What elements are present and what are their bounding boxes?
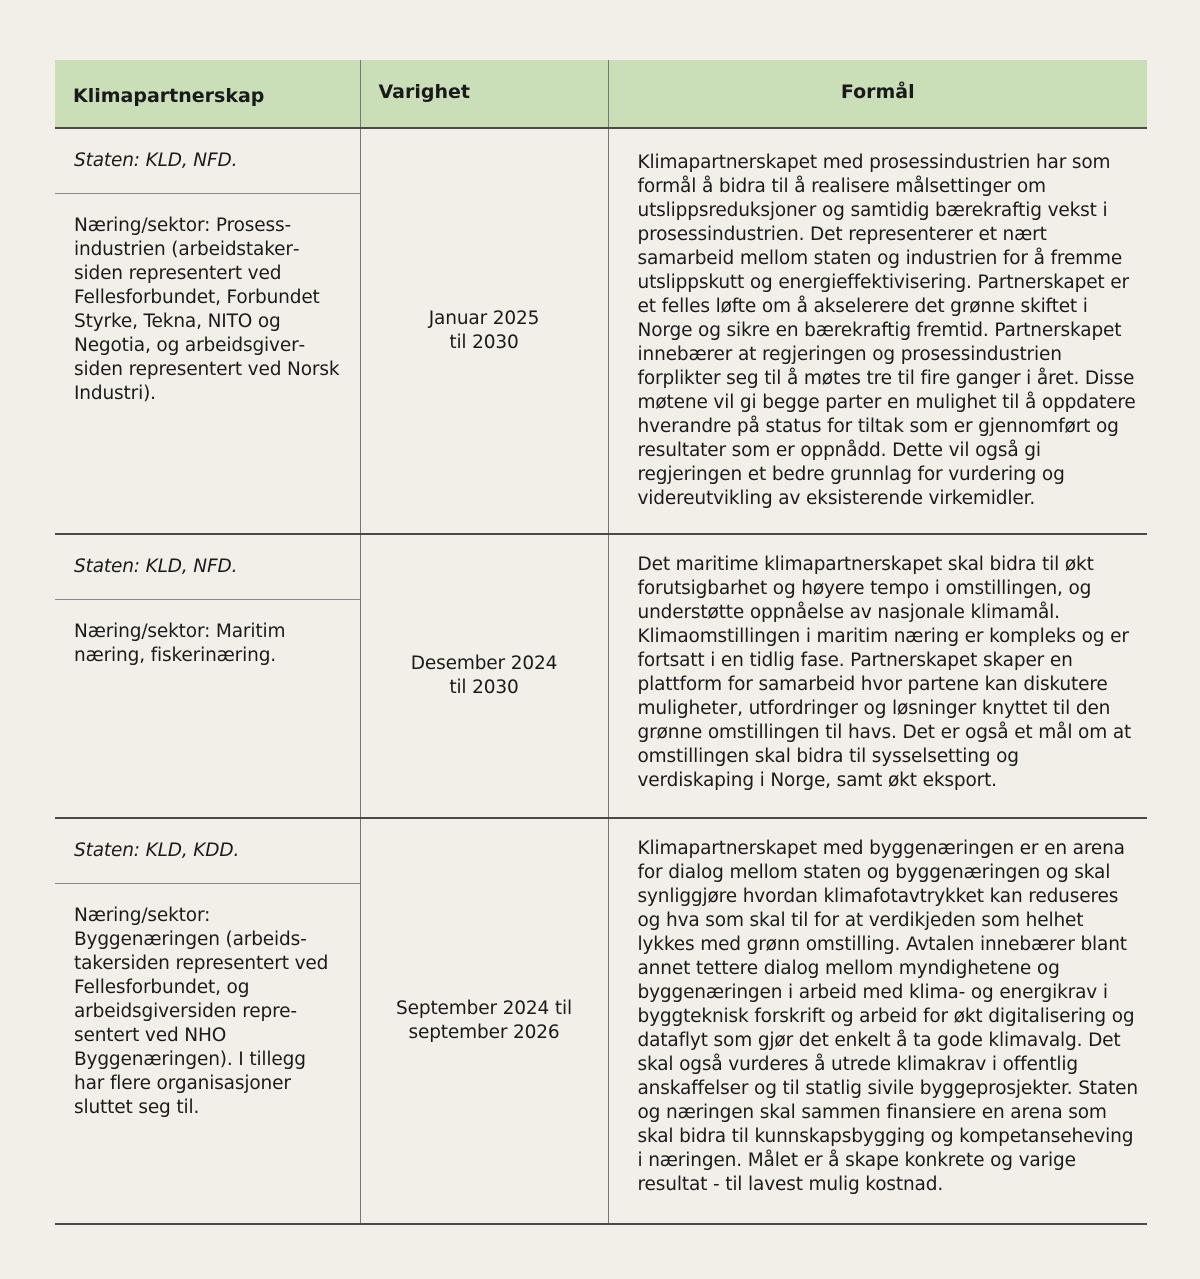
sector-parties: Næring/sektor: Byggenæringen (arbeidstakersiden representert ved Fellesforbundet, og arbeidsgiversiden representert ved NHO Byggenæringen). I tillegg har flere organisasjoner sluttet seg til. [74,905,329,1118]
purpose-cell [608,534,1147,818]
table-row-construction [55,818,1147,1224]
purpose-text: Klimapartnerskapet med byggenæringen er en arena for dialog mellom staten og byggenæringen og skal synliggjøre hvordan klimafotavtrykket kan reduseres og hva som skal til for at verdikjeden som helhet lykkes med grønn omstilling. Avtalen innebærer blant annet tettere dialog mellom myndighetene og byggenæringen i arbeid med klima- og energikrav i byggteknisk forskrift og arbeid for økt digitalisering og dataflyt som gjør det enkelt å ta gode klimavalg. Det skal også vurderes å utrede klimakrav i offentlig anskaffelser og til statlig sivile byggeprosjekter. Staten og næringen skal sammen finansiere en arena som skal bidra til kunnskapsbygging og kompetanseheving i næringen. Målet er å skape konkrete og varige resultat - til lavest mulig kostnad. [637,838,1138,1195]
duration-cell [360,818,608,1224]
duration-start: September 2024 til [396,998,572,1019]
table-row-process-industry [55,128,1147,534]
purpose-text: Det maritime klimapartnerskapet skal bidra til økt forutsigbarhet og høyere tempo i omstillingen, og understøtte oppnåelse av nasjonale klimamål. Klimaomstillingen i maritim næring er kompleks og er fortsatt i en tidlig fase. Partnerskapet skaper en plattform for samarbeid hvor partene kan diskutere muligheter, utfordringer og løsninger knyttet til den grønne omstillingen til havs. Det er også et mål om at omstillingen skal bidra til sysselsetting og verdiskaping i Norge, samt økt eksport. [637,554,1132,791]
state-parties: Staten: KLD, NFD. [55,129,360,194]
climate-partnership-table-container [55,60,1147,1225]
header-purpose: Formål [608,60,1147,128]
duration-start: Desember 2024 [410,653,558,674]
header-partnership: Klimapartnerskap [55,60,360,128]
purpose-cell [608,128,1147,534]
state-parties: Staten: KLD, KDD. [55,819,360,884]
climate-partnership-table [55,60,1147,1225]
table-header-row [55,60,1147,128]
duration-cell [360,534,608,818]
table-row-maritime [55,534,1147,818]
purpose-cell [608,818,1147,1224]
sector-parties: Næring/sektor: Prosessindustrien (arbeidstakersiden representert ved Fellesforbundet, Forbundet Styrke, Tekna, NITO og Negotia, og arbeidsgiversiden representert ved Norsk Industri). [74,215,340,404]
partnership-cell [55,818,360,1224]
duration-cell [360,128,608,534]
header-duration: Varighet [360,60,608,128]
duration-end: til 2030 [449,332,519,353]
duration-end: til 2030 [449,677,519,698]
partnership-cell [55,534,360,818]
sector-parties: Næring/sektor: Maritim næring, fiskerinæring. [74,621,286,666]
purpose-text: Klimapartnerskapet med prosessindustrien har som formål å bidra til å realisere målsettinger om utslippsreduksjoner og samtidig bærekraftig vekst i prosessindustrien. Det representerer et nært samarbeid mellom staten og industrien for å fremme utslippskutt og energieffektivisering. Partnerskapet er et felles løfte om å akselerere det grønne skiftet i Norge og sikre en bærekraftig fremtid. Partnerskapet innebærer at regjeringen og prosessindustrien forplikter seg til å møtes tre til fire ganger i året. Disse møtene vil gi begge parter en mulighet til å oppdatere hverandre på status for tiltak som er gjennomført og resultater som er oppnådd. Dette vil også gi regjeringen et bedre grunnlag for vurdering og videreutvikling av eksisterende virkemidler. [637,152,1136,509]
duration-end: september 2026 [408,1022,560,1043]
state-parties: Staten: KLD, NFD. [55,535,360,600]
duration-start: Januar 2025 [428,308,540,329]
partnership-cell [55,128,360,534]
